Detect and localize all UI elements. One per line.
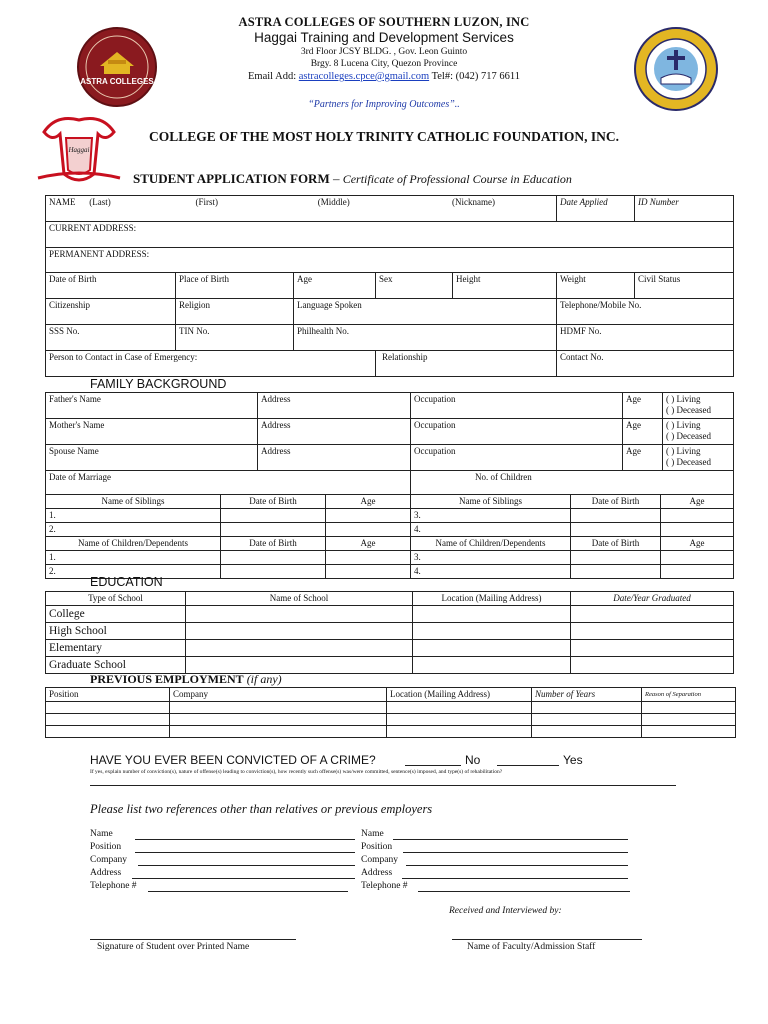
current-address-field[interactable]: CURRENT ADDRESS: (46, 222, 734, 248)
table-cell[interactable] (571, 523, 661, 537)
family-background-heading: FAMILY BACKGROUND (90, 377, 227, 391)
ref2-address-input[interactable] (402, 878, 628, 879)
ref1-position-input[interactable] (135, 852, 355, 853)
college-row: College (46, 606, 186, 623)
haggai-crest (36, 112, 122, 188)
employment-table (45, 687, 736, 738)
philhealth-field[interactable]: Philhealth No. (294, 325, 557, 351)
table-cell[interactable] (46, 714, 170, 726)
employment-title: PREVIOUS EMPLOYMENT (90, 672, 244, 686)
sibling-row-3[interactable]: 3. (411, 509, 571, 523)
svg-text:ASTRA COLLEGES: ASTRA COLLEGES (80, 77, 154, 86)
employment-note: (if any) (246, 672, 282, 686)
table-cell[interactable] (387, 726, 532, 738)
deceased-option[interactable]: ( ) Deceased (666, 457, 711, 467)
table-cell[interactable] (46, 726, 170, 738)
org-subtitle: Haggai Training and Development Services (254, 30, 514, 45)
language-field[interactable]: Language Spoken (294, 299, 557, 325)
emergency-label: Person to Contact in Case of Emergency: (49, 352, 198, 362)
last-label: (Last) (89, 197, 111, 207)
hdmf-field[interactable]: HDMF No. (557, 325, 734, 351)
email-link[interactable]: astracolleges.cpce@gmail.com (298, 71, 430, 82)
high-school-row: High School (46, 623, 186, 640)
ref1-company-label: Company (90, 855, 127, 865)
table-cell[interactable] (186, 640, 413, 657)
table-cell[interactable] (326, 509, 411, 523)
sex-field[interactable]: Sex (376, 273, 453, 299)
child-row-4[interactable]: 4. (411, 565, 571, 579)
crime-yes-label: Yes (563, 753, 583, 767)
table-cell[interactable] (571, 657, 734, 674)
table-cell[interactable] (571, 623, 734, 640)
age-field[interactable]: Age (294, 273, 376, 299)
father-name-field[interactable]: Father's Name (46, 393, 258, 419)
living-option[interactable]: ( ) Living (666, 446, 701, 456)
sibling-row-4[interactable]: 4. (411, 523, 571, 537)
child-age-header-2: Age (661, 537, 734, 551)
sibling-age-header-2: Age (661, 495, 734, 509)
org-name: ASTRA COLLEGES OF SOUTHERN LUZON, INC (238, 15, 530, 29)
reason-header: Reason of Separation (642, 688, 736, 702)
permanent-address-field[interactable]: PERMANENT ADDRESS: (46, 248, 734, 273)
father-occupation-field[interactable]: Occupation (411, 393, 623, 419)
table-cell[interactable] (170, 726, 387, 738)
svg-text:Haggai: Haggai (68, 146, 90, 154)
religion-field[interactable]: Religion (176, 299, 294, 325)
sibling-dob-header-2: Date of Birth (571, 495, 661, 509)
mother-age-field[interactable]: Age (623, 419, 663, 445)
school-date-header: Date/Year Graduated (571, 592, 734, 606)
table-cell[interactable] (326, 523, 411, 537)
sibling-dob-header: Date of Birth (221, 495, 326, 509)
middle-label: (Middle) (317, 197, 350, 207)
table-cell[interactable] (326, 551, 411, 565)
elementary-row: Elementary (46, 640, 186, 657)
child-row-2[interactable]: 2. (46, 565, 221, 579)
years-header: Number of Years (532, 688, 642, 702)
child-dob-header: Date of Birth (221, 537, 326, 551)
child-age-header: Age (326, 537, 411, 551)
siblings-children-table (45, 494, 734, 579)
table-cell[interactable] (186, 623, 413, 640)
sibling-row-2[interactable]: 2. (46, 523, 221, 537)
emp-location-header: Location (Mailing Address) (387, 688, 532, 702)
spouse-name-field[interactable]: Spouse Name (46, 445, 258, 471)
table-cell[interactable] (642, 714, 736, 726)
college-name: COLLEGE OF THE MOST HOLY TRINITY CATHOLIC FOUNDATION, INC. (148, 129, 620, 144)
graduate-school-row: Graduate School (46, 657, 186, 674)
table-cell[interactable] (571, 565, 661, 579)
email-label: Email Add: (248, 71, 297, 82)
living-option[interactable]: ( ) Living (666, 394, 701, 404)
civil-status-field[interactable]: Civil Status (635, 273, 734, 299)
date-of-marriage-field[interactable]: Date of Marriage (46, 471, 411, 495)
table-cell[interactable] (413, 606, 571, 623)
no-of-children-field[interactable]: No. of Children (411, 471, 734, 495)
nickname-label: (Nickname) (452, 197, 495, 207)
table-cell[interactable] (413, 640, 571, 657)
ref2-address-label: Address (361, 868, 393, 878)
table-cell[interactable] (221, 551, 326, 565)
table-cell[interactable] (413, 623, 571, 640)
mother-address-field[interactable]: Address (258, 419, 411, 445)
school-name-header: Name of School (186, 592, 413, 606)
table-cell[interactable] (387, 714, 532, 726)
child-row-1[interactable]: 1. (46, 551, 221, 565)
ref1-company-input[interactable] (138, 865, 355, 866)
form-title-line (133, 171, 572, 187)
ref2-telephone-label: Telephone # (361, 881, 408, 891)
table-cell[interactable] (221, 509, 326, 523)
contact-no-field[interactable]: Contact No. (557, 351, 734, 377)
table-cell[interactable] (170, 714, 387, 726)
staff-signature-label: Name of Faculty/Admission Staff (467, 942, 596, 952)
table-cell[interactable] (186, 606, 413, 623)
crime-explain-note: If yes, explain number of conviction(s), nature of offense(s) leading to conviction(s), how recently such offense(s) was/were committed, sentence(s) imposed, and type(s) of rehabilitation? (90, 769, 503, 775)
sibling-age-header: Age (326, 495, 411, 509)
siblings-header-2: Name of Siblings (411, 495, 571, 509)
crime-explain-line[interactable] (90, 785, 676, 786)
deceased-option[interactable]: ( ) Deceased (666, 405, 711, 415)
crime-yes-blank[interactable] (497, 765, 559, 766)
siblings-header: Name of Siblings (46, 495, 221, 509)
table-cell[interactable] (532, 702, 642, 714)
ref1-address-label: Address (90, 868, 122, 878)
table-cell[interactable] (642, 702, 736, 714)
spouse-address-field[interactable]: Address (258, 445, 411, 471)
staff-signature-line[interactable] (452, 939, 642, 940)
table-cell[interactable] (221, 565, 326, 579)
dob-field[interactable]: Date of Birth (46, 273, 176, 299)
table-cell[interactable] (661, 509, 734, 523)
education-table (45, 591, 734, 674)
crime-no-blank[interactable] (405, 765, 461, 766)
date-applied-field[interactable]: Date Applied (557, 196, 635, 222)
name-label: NAME (49, 197, 76, 207)
table-cell[interactable] (571, 551, 661, 565)
ref1-position-label: Position (90, 842, 122, 852)
child-row-3[interactable]: 3. (411, 551, 571, 565)
table-cell[interactable] (532, 714, 642, 726)
ref2-name-input[interactable] (393, 839, 628, 840)
ref2-name-label: Name (361, 829, 384, 839)
student-signature-label: Signature of Student over Printed Name (97, 942, 250, 952)
id-number-field[interactable]: ID Number (635, 196, 734, 222)
spouse-status-field[interactable] (663, 445, 734, 471)
student-signature-line[interactable] (90, 939, 296, 940)
citizenship-field[interactable]: Citizenship (46, 299, 176, 325)
table-cell[interactable] (661, 523, 734, 537)
table-cell[interactable] (642, 726, 736, 738)
crime-question: HAVE YOU EVER BEEN CONVICTED OF A CRIME? (90, 753, 376, 767)
spouse-age-field[interactable]: Age (623, 445, 663, 471)
personal-info-table (45, 195, 734, 377)
ref2-company-label: Company (361, 855, 398, 865)
pob-field[interactable]: Place of Birth (176, 273, 294, 299)
ref1-telephone-label: Telephone # (90, 881, 137, 891)
spouse-occupation-field[interactable]: Occupation (411, 445, 623, 471)
child-dob-header-2: Date of Birth (571, 537, 661, 551)
relationship-field[interactable]: Relationship (376, 351, 557, 377)
mother-status-field[interactable] (663, 419, 734, 445)
weight-field[interactable]: Weight (557, 273, 635, 299)
company-header: Company (170, 688, 387, 702)
crime-no-label: No (465, 753, 481, 767)
table-cell[interactable] (170, 702, 387, 714)
ref1-telephone-input[interactable] (148, 891, 348, 892)
table-cell[interactable] (571, 640, 734, 657)
table-cell[interactable] (387, 702, 532, 714)
contact-line (0, 71, 768, 82)
living-option[interactable]: ( ) Living (666, 420, 701, 430)
received-by-label: Received and Interviewed by: (449, 906, 562, 916)
address-line-2: Brgy. 8 Lucena City, Quezon Province (310, 59, 458, 69)
family-table (45, 392, 734, 495)
table-cell[interactable] (661, 565, 734, 579)
employment-heading (90, 672, 282, 687)
father-age-field[interactable]: Age (623, 393, 663, 419)
ref1-address-input[interactable] (132, 878, 355, 879)
table-cell[interactable] (46, 702, 170, 714)
emergency-contact-field[interactable] (46, 351, 376, 377)
form-title: STUDENT APPLICATION FORM (133, 171, 330, 186)
first-label: (First) (195, 197, 218, 207)
telephone-field[interactable]: Telephone/Mobile No. (557, 299, 734, 325)
children-header-2: Name of Children/Dependents (411, 537, 571, 551)
mother-name-field[interactable]: Mother's Name (46, 419, 258, 445)
deceased-option[interactable]: ( ) Deceased (666, 431, 711, 441)
sibling-row-1[interactable]: 1. (46, 509, 221, 523)
school-type-header: Type of School (46, 592, 186, 606)
ref2-position-label: Position (361, 842, 393, 852)
sss-field[interactable]: SSS No. (46, 325, 176, 351)
table-cell[interactable] (661, 551, 734, 565)
table-cell[interactable] (571, 509, 661, 523)
telephone-text: Tel#: (042) 717 6611 (429, 71, 520, 82)
tagline: “Partners for Improving Outcomes”.. (308, 99, 460, 110)
ref2-position-input[interactable] (403, 852, 628, 853)
ref2-telephone-input[interactable] (418, 891, 630, 892)
father-address-field[interactable]: Address (258, 393, 411, 419)
ref1-name-label: Name (90, 829, 113, 839)
education-heading: EDUCATION (90, 575, 163, 589)
father-status-field[interactable] (663, 393, 734, 419)
form-subtitle: Certificate of Professional Course in Education (342, 172, 572, 186)
table-cell[interactable] (326, 565, 411, 579)
title-dash: – (329, 171, 343, 186)
position-header: Position (46, 688, 170, 702)
table-cell[interactable] (221, 523, 326, 537)
table-cell[interactable] (571, 606, 734, 623)
name-field[interactable] (46, 196, 557, 222)
children-header: Name of Children/Dependents (46, 537, 221, 551)
tin-field[interactable]: TIN No. (176, 325, 294, 351)
mother-occupation-field[interactable]: Occupation (411, 419, 623, 445)
height-field[interactable]: Height (453, 273, 557, 299)
ref1-name-input[interactable] (135, 839, 355, 840)
school-location-header: Location (Mailing Address) (413, 592, 571, 606)
address-line-1: 3rd Floor JCSY BLDG. , Gov. Leon Guinto (300, 47, 468, 57)
references-heading: Please list two references other than relatives or previous employers (90, 802, 433, 816)
ref2-company-input[interactable] (406, 865, 628, 866)
table-cell[interactable] (186, 657, 413, 674)
table-cell[interactable] (532, 726, 642, 738)
table-cell[interactable] (413, 657, 571, 674)
